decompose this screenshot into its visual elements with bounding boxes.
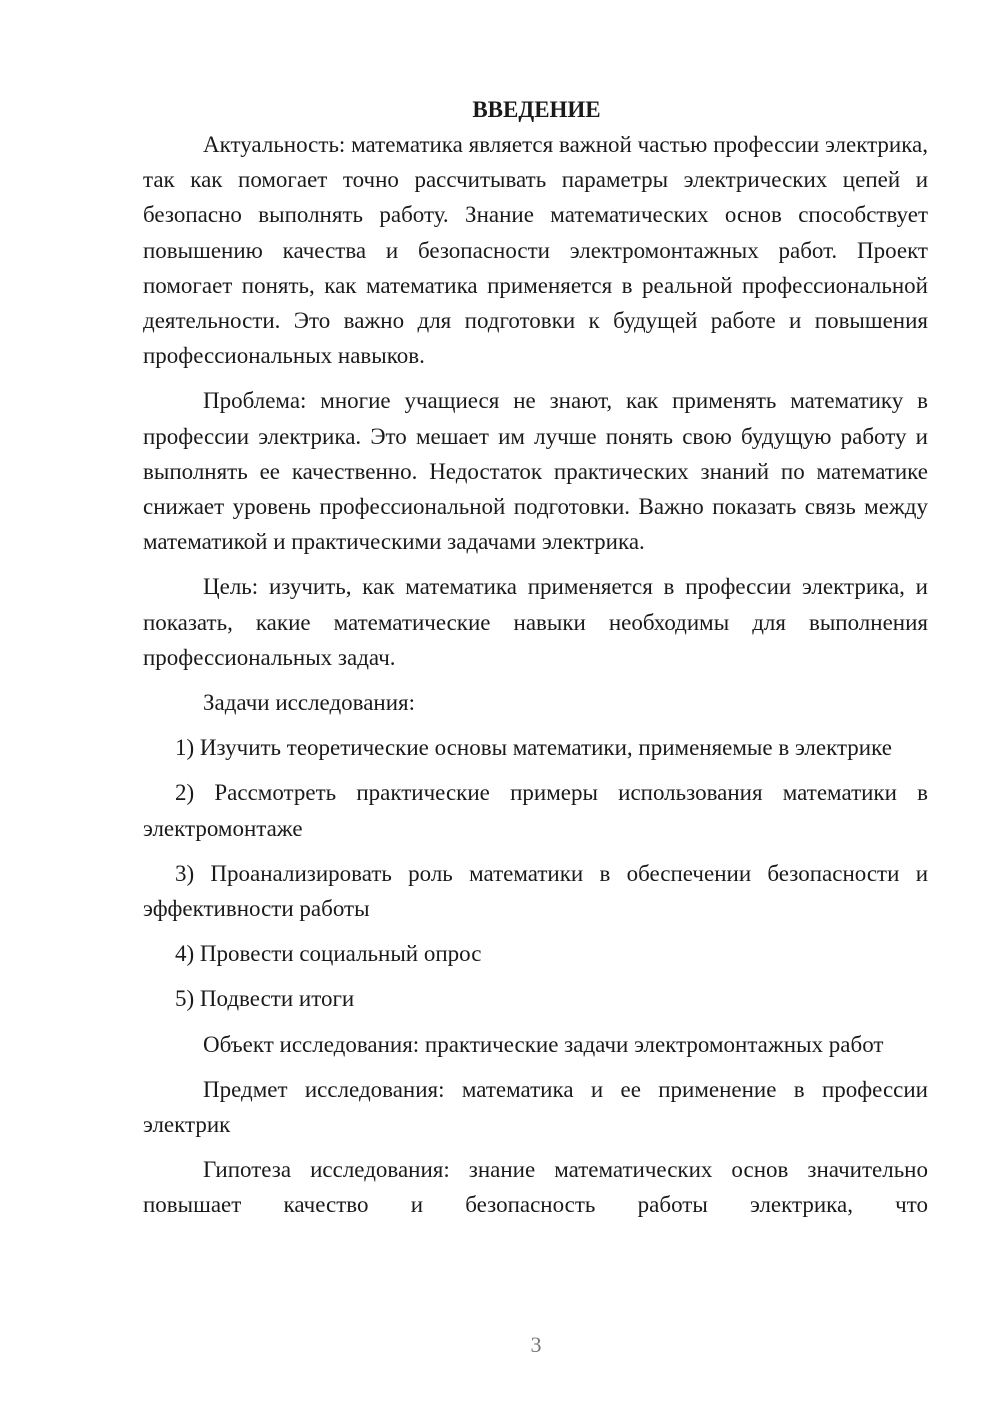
task-item: 5) Подвести итоги xyxy=(175,986,355,1012)
hypothesis-paragraph: Гипотеза исследования: знание математических основ значительно повышает качество и безопасность работы электрика, что xyxy=(143,1157,928,1218)
relevance-paragraph: Актуальность: математика является важной частью профессии электрика, так как помогает точно рассчитывать параметры электрических цепей и безопасно выполнять работу. Знание математических основ способствует повышению качества и безопасности электромонтажных работ. Проект помогает понять, как математика применяется в реальной профессиональной деятельности. Это важно для подготовки к будущей работе и повышения профессиональных навыков. xyxy=(143,132,928,369)
goal-paragraph: Цель: изучить, как математика применяется в профессии электрика, и показать, какие математические навыки необходимы для выполнения профессиональных задач. xyxy=(143,574,928,670)
task-item: 4) Провести социальный опрос xyxy=(175,941,482,967)
page-number: 3 xyxy=(530,1332,542,1357)
tasks-heading: Задачи исследования: xyxy=(203,690,416,716)
document-page xyxy=(143,92,928,1223)
page-title: ВВЕДЕНИЕ xyxy=(472,97,601,122)
subject-paragraph: Предмет исследования: математика и ее применение в профессии электрик xyxy=(143,1076,928,1138)
problem-paragraph: Проблема: многие учащиеся не знают, как применять математику в профессии электрика. Это мешает им лучше понять свою будущую работу и выполнять ее качественно. Недостаток практических знаний по математике снижает уровень профессиональной подготовки. Важно показать связь между математикой и практическими задачами электрика. xyxy=(143,388,928,555)
task-item: 2) Рассмотреть практические примеры использования математики в электромонтаже xyxy=(143,780,928,841)
task-item: 3) Проанализировать роль математики в обеспечении безопасности и эффективности работы xyxy=(143,860,928,922)
object-paragraph: Объект исследования: практические задачи электромонтажных работ xyxy=(203,1031,884,1057)
task-item: 1) Изучить теоретические основы математики, применяемые в электрике xyxy=(175,735,892,761)
